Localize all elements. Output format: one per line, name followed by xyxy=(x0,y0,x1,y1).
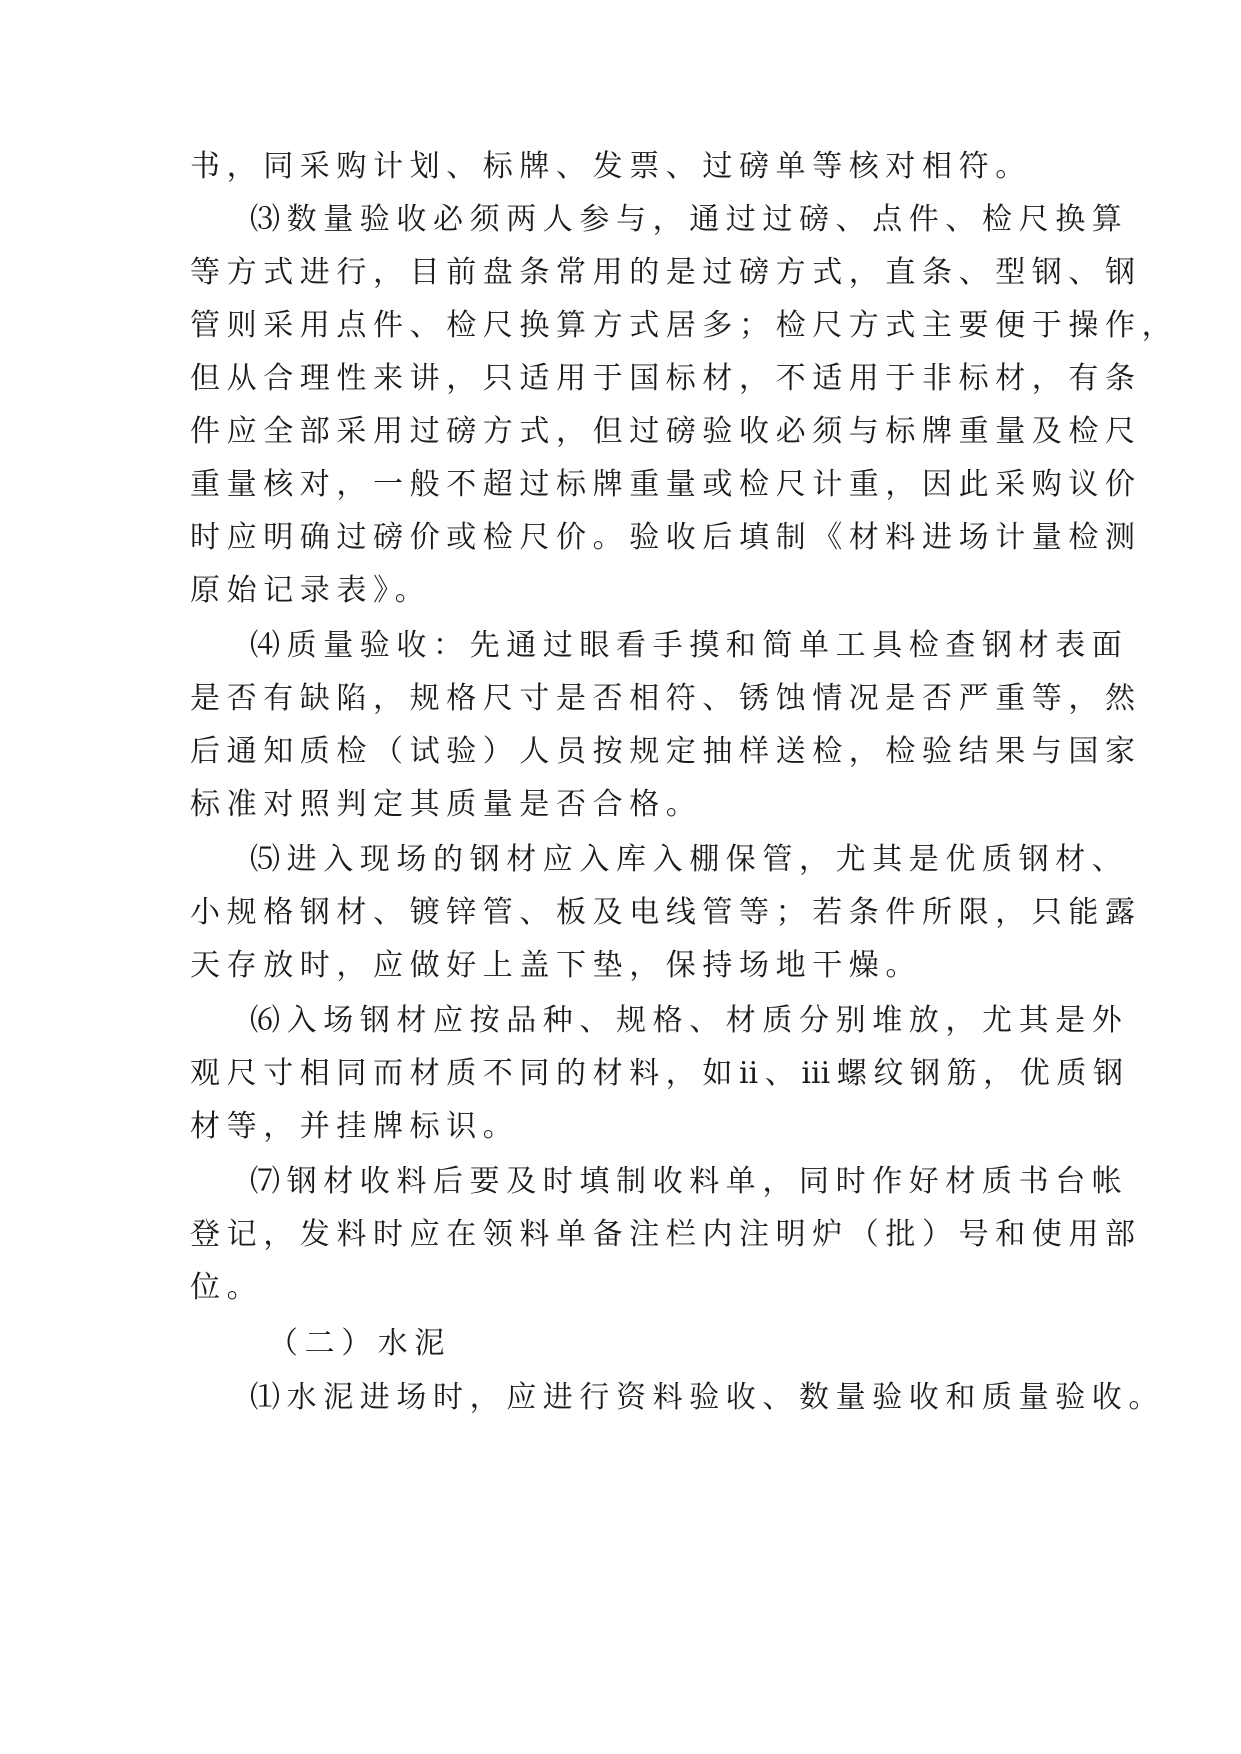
text-line: 登记，发料时应在领料单备注栏内注明炉（批）号和使用部 xyxy=(190,1217,1142,1252)
text-line: 是否有缺陷，规格尺寸是否相符、锈蚀情况是否严重等，然 xyxy=(190,681,1142,716)
text-line: 书，同采购计划、标牌、发票、过磅单等核对相符。 xyxy=(190,149,1032,184)
text-line: ⑴水泥进场时，应进行资料验收、数量验收和质量验收。 xyxy=(250,1380,1165,1415)
text-line: 小规格钢材、镀锌管、板及电线管等；若条件所限，只能露 xyxy=(190,895,1142,930)
text-line: ⑺钢材收料后要及时填制收料单，同时作好材质书台帐 xyxy=(250,1164,1129,1199)
text-line: 观尺寸相同而材质不同的材料，如ⅱ、ⅲ螺纹钢筋，优质钢 xyxy=(190,1056,1130,1091)
text-line: 但从合理性来讲，只适用于国标材，不适用于非标材，有条 xyxy=(190,361,1142,396)
text-line: ⑶数量验收必须两人参与，通过过磅、点件、检尺换算 xyxy=(250,202,1129,237)
text-line: 材等，并挂牌标识。 xyxy=(190,1109,520,1144)
text-line: 原始记录表》。 xyxy=(190,573,432,608)
text-line: 管则采用点件、检尺换算方式居多；检尺方式主要便于操作， xyxy=(190,308,1179,343)
text-line: 等方式进行，目前盘条常用的是过磅方式，直条、型钢、钢 xyxy=(190,255,1142,290)
text-line: 重量核对，一般不超过标牌重量或检尺计重，因此采购议价 xyxy=(190,467,1142,502)
text-line: 时应明确过磅价或检尺价。验收后填制《材料进场计量检测 xyxy=(190,520,1142,555)
text-line: ⑷质量验收：先通过眼看手摸和简单工具检查钢材表面 xyxy=(250,628,1129,663)
text-line: 后通知质检（试验）人员按规定抽样送检，检验结果与国家 xyxy=(190,734,1142,769)
section-heading: （二）水泥 xyxy=(268,1326,451,1361)
text-line: 天存放时，应做好上盖下垫，保持场地干燥。 xyxy=(190,948,922,983)
text-line: 件应全部采用过磅方式，但过磅验收必须与标牌重量及检尺 xyxy=(190,414,1142,449)
text-line: ⑸进入现场的钢材应入库入棚保管，尤其是优质钢材、 xyxy=(250,842,1129,877)
text-line: ⑹入场钢材应按品种、规格、材质分别堆放，尤其是外 xyxy=(250,1003,1129,1038)
text-line: 位。 xyxy=(190,1270,264,1305)
text-line: 标准对照判定其质量是否合格。 xyxy=(190,787,703,822)
